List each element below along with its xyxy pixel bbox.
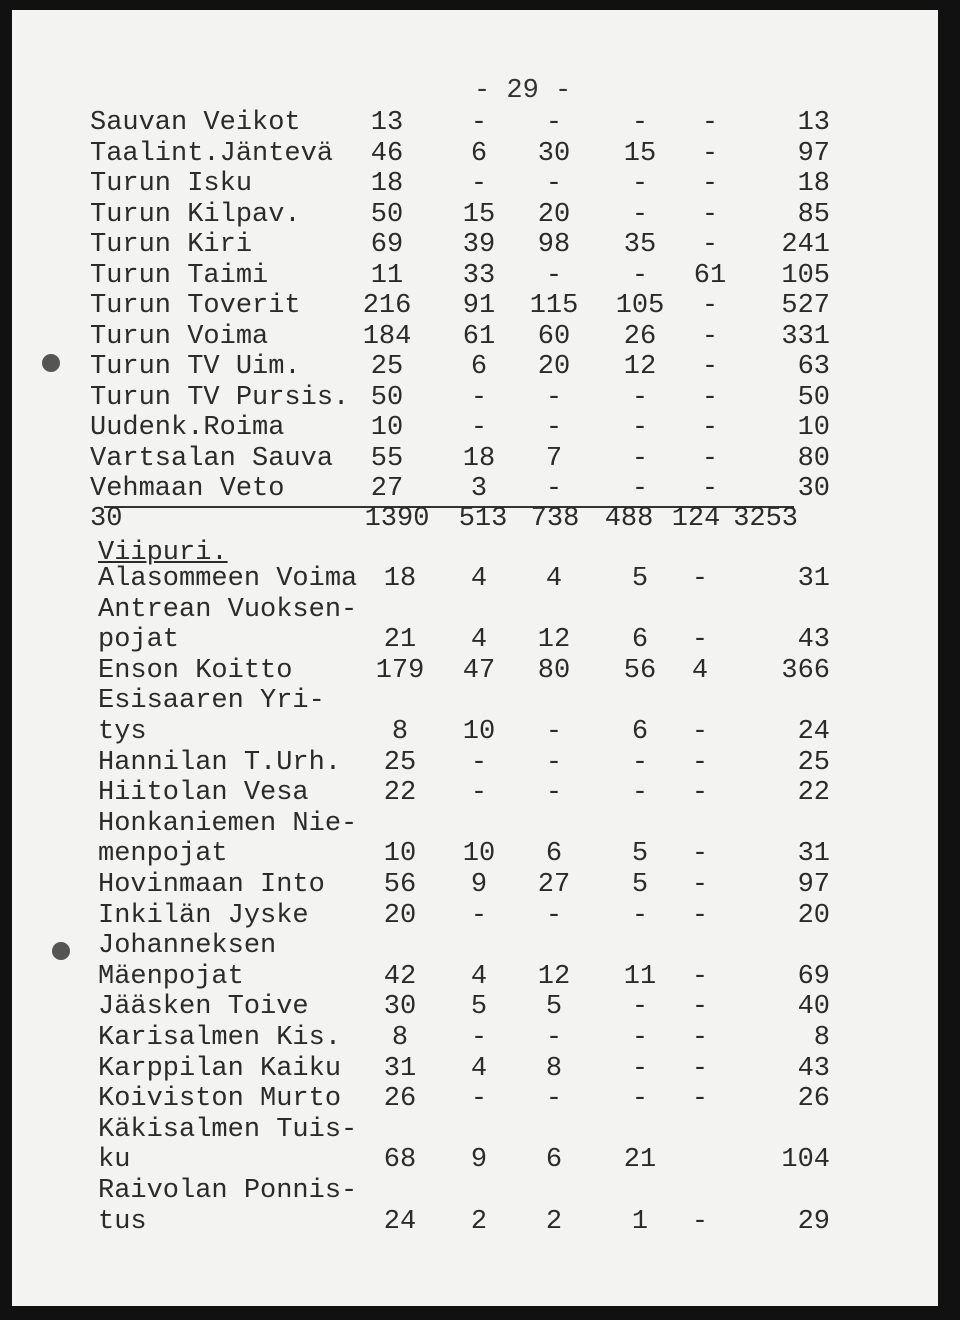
row-total: 31 <box>797 839 830 870</box>
club-name: Vehmaan Veto <box>90 474 285 504</box>
table-row <box>12 748 938 778</box>
col-e: - <box>691 564 709 594</box>
row-total: 24 <box>797 717 830 747</box>
col-e: - <box>701 321 719 352</box>
col-b: - <box>470 778 488 809</box>
club-name: pojat <box>98 625 180 656</box>
row-total: 85 <box>797 199 830 230</box>
col-d: - <box>631 382 649 413</box>
club-name: Taalint.Jäntevä <box>90 138 334 169</box>
row-total: 18 <box>797 169 830 199</box>
table-row <box>12 444 938 474</box>
row-total: 8 <box>813 1023 830 1053</box>
col-a: 55 <box>370 443 404 474</box>
col-c: 20 <box>537 352 571 382</box>
summary-e: 124 <box>671 504 721 534</box>
row-total: 69 <box>797 961 830 992</box>
club-name: Turun Kiri <box>90 230 253 260</box>
table-row <box>12 1054 938 1084</box>
col-c: 98 <box>537 230 571 260</box>
col-a: 8 <box>391 717 409 747</box>
col-b: 4 <box>470 625 488 656</box>
col-a: 30 <box>383 992 417 1023</box>
row-total: 104 <box>781 1145 830 1176</box>
table-row <box>12 261 938 291</box>
col-d: 5 <box>631 870 649 900</box>
table-row <box>12 839 938 869</box>
club-name: Uudenk.Roima <box>90 413 285 443</box>
table-row <box>12 686 938 716</box>
row-total: 31 <box>797 564 830 594</box>
col-e: 4 <box>691 655 709 686</box>
col-d: 105 <box>615 291 665 321</box>
club-name: Alasommeen Voima <box>98 564 358 594</box>
table-row <box>12 992 938 1022</box>
col-c: - <box>545 778 563 809</box>
col-e: - <box>691 747 709 778</box>
row-total: 43 <box>797 1053 830 1084</box>
col-a: 50 <box>370 382 404 413</box>
club-name: Johanneksen <box>98 931 277 962</box>
col-d: - <box>631 900 649 931</box>
col-b: 4 <box>470 1053 488 1084</box>
club-name: Enson Koitto <box>98 655 293 686</box>
col-c: 8 <box>545 1053 563 1084</box>
club-name: Karisalmen Kis. <box>98 1023 342 1053</box>
col-a: 18 <box>383 564 417 594</box>
summary-total: 3253 <box>733 504 798 534</box>
row-total: 105 <box>781 260 830 291</box>
col-b: - <box>470 413 488 443</box>
col-b: 91 <box>462 291 496 321</box>
col-e: - <box>701 413 719 443</box>
col-d: - <box>631 474 649 504</box>
table-row <box>12 1023 938 1053</box>
col-e: 61 <box>693 260 727 291</box>
club-name: Turun Isku <box>90 169 253 199</box>
col-c: 60 <box>537 321 571 352</box>
col-a: 26 <box>383 1084 417 1115</box>
col-e: - <box>701 474 719 504</box>
club-name: Hiitolan Vesa <box>98 778 309 809</box>
club-name: menpojat <box>98 839 228 870</box>
col-d: - <box>631 169 649 199</box>
col-d: - <box>631 108 649 138</box>
col-b: 6 <box>470 138 488 169</box>
col-a: 10 <box>383 839 417 870</box>
club-name: Turun TV Uim. <box>90 352 301 382</box>
col-a: 21 <box>383 625 417 656</box>
col-d: - <box>631 747 649 778</box>
col-e: - <box>701 382 719 413</box>
table-row <box>12 169 938 199</box>
table-row <box>12 200 938 230</box>
row-total: 10 <box>797 413 830 443</box>
col-a: 69 <box>370 230 404 260</box>
summary-c: 738 <box>530 504 580 534</box>
col-e: - <box>691 1084 709 1115</box>
col-a: 18 <box>370 169 404 199</box>
club-name: Hannilan T.Urh. <box>98 747 342 778</box>
col-e: - <box>691 839 709 870</box>
col-b: 47 <box>462 655 496 686</box>
summary-d: 488 <box>604 504 654 534</box>
col-b: 10 <box>462 717 496 747</box>
col-e: - <box>701 291 719 321</box>
col-a: 68 <box>383 1145 417 1176</box>
col-a: 22 <box>383 778 417 809</box>
col-e: - <box>701 352 719 382</box>
col-e: - <box>691 1023 709 1053</box>
col-d: - <box>631 260 649 291</box>
col-e: - <box>691 900 709 931</box>
club-name: Esisaaren Yri- <box>98 686 325 717</box>
club-name: Turun Kilpav. <box>90 199 301 230</box>
row-total: 97 <box>797 870 830 900</box>
club-name: Turun Toverit <box>90 291 301 321</box>
club-name: Mäenpojat <box>98 961 244 992</box>
table-row <box>12 1145 938 1175</box>
col-a: 56 <box>383 870 417 900</box>
col-d: 21 <box>623 1145 657 1176</box>
col-b: 5 <box>470 992 488 1023</box>
document-page <box>12 10 938 1306</box>
table-row <box>12 564 938 594</box>
club-name: Hovinmaan Into <box>98 870 325 900</box>
col-d: - <box>631 992 649 1023</box>
col-b: - <box>470 382 488 413</box>
col-c: 6 <box>545 839 563 870</box>
col-c: 12 <box>537 961 571 992</box>
col-a: 13 <box>370 108 404 138</box>
col-a: 42 <box>383 961 417 992</box>
col-d: 6 <box>631 717 649 747</box>
col-c: - <box>545 717 563 747</box>
row-total: 241 <box>781 230 830 260</box>
col-d: 5 <box>631 564 649 594</box>
col-c: 2 <box>545 1206 563 1237</box>
col-d: 26 <box>623 321 657 352</box>
col-b: - <box>470 900 488 931</box>
row-total: 22 <box>797 778 830 809</box>
col-a: 20 <box>383 900 417 931</box>
col-a: 179 <box>375 655 425 686</box>
table-row <box>12 778 938 808</box>
col-b: - <box>470 1023 488 1053</box>
table-row <box>12 474 938 504</box>
club-name: tus <box>98 1206 147 1237</box>
table-row <box>12 322 938 352</box>
col-d: 35 <box>623 230 657 260</box>
col-b: 18 <box>462 443 496 474</box>
col-e: - <box>701 108 719 138</box>
col-e: - <box>691 1053 709 1084</box>
table-row <box>12 230 938 260</box>
col-d: - <box>631 1053 649 1084</box>
summary-row <box>12 504 938 534</box>
col-a: 24 <box>383 1206 417 1237</box>
col-d: 1 <box>631 1206 649 1237</box>
col-b: - <box>470 169 488 199</box>
row-total: 25 <box>797 747 830 778</box>
col-d: 5 <box>631 839 649 870</box>
col-c: - <box>545 169 563 199</box>
row-total: 50 <box>797 382 830 413</box>
col-c: - <box>545 413 563 443</box>
col-c: - <box>545 900 563 931</box>
table-row <box>12 595 938 625</box>
col-b: 9 <box>470 870 488 900</box>
table-row <box>12 931 938 961</box>
col-b: 9 <box>470 1145 488 1176</box>
row-total: 366 <box>781 655 830 686</box>
col-b: 3 <box>470 474 488 504</box>
col-c: 5 <box>545 992 563 1023</box>
table-row <box>12 139 938 169</box>
col-e: - <box>691 992 709 1023</box>
col-b: 4 <box>470 961 488 992</box>
col-d: 15 <box>623 138 657 169</box>
col-b: 2 <box>470 1206 488 1237</box>
row-total: 30 <box>797 474 830 504</box>
col-e: - <box>701 169 719 199</box>
row-total: 13 <box>797 108 830 138</box>
col-c: - <box>545 1023 563 1053</box>
col-e: - <box>691 778 709 809</box>
section-heading-text: Viipuri. <box>98 538 228 568</box>
col-d: 11 <box>623 961 657 992</box>
col-a: 8 <box>391 1023 409 1053</box>
col-c: - <box>545 747 563 778</box>
col-d: - <box>631 413 649 443</box>
col-c: - <box>545 108 563 138</box>
club-name: Raivolan Ponnis- <box>98 1176 358 1206</box>
col-c: 12 <box>537 625 571 656</box>
row-total: 80 <box>797 443 830 474</box>
table-row <box>12 291 938 321</box>
row-total: 97 <box>797 138 830 169</box>
club-name: Vartsalan Sauva <box>90 443 334 474</box>
col-d: 56 <box>623 655 657 686</box>
col-b: - <box>470 1084 488 1115</box>
row-total: 43 <box>797 625 830 656</box>
club-name: Honkaniemen Nie- <box>98 808 358 839</box>
club-name: Karppilan Kaiku <box>98 1053 342 1084</box>
table-row <box>12 1084 938 1114</box>
row-total: 63 <box>797 352 830 382</box>
col-e: - <box>691 961 709 992</box>
club-name: Koiviston Murto <box>98 1084 342 1115</box>
table-row <box>12 108 938 138</box>
col-c: 27 <box>537 870 571 900</box>
table-row <box>12 870 938 900</box>
col-a: 25 <box>370 352 404 382</box>
col-c: 7 <box>545 443 563 474</box>
col-c: - <box>545 474 563 504</box>
col-d: - <box>631 443 649 474</box>
club-name: Turun Voima <box>90 321 269 352</box>
col-a: 184 <box>362 321 412 352</box>
table-row <box>12 962 938 992</box>
col-e: - <box>691 717 709 747</box>
club-name: Sauvan Veikot <box>90 108 301 138</box>
page-number: - 29 - <box>474 76 572 106</box>
table-row <box>12 1207 938 1237</box>
col-e: - <box>691 625 709 656</box>
col-b: 39 <box>462 230 496 260</box>
col-c: - <box>545 1084 563 1115</box>
col-d: - <box>631 1023 649 1053</box>
col-d: 12 <box>623 352 657 382</box>
summary-b: 513 <box>458 504 508 534</box>
col-d: - <box>631 1084 649 1115</box>
summary-a: 1390 <box>364 504 430 534</box>
row-total: 527 <box>781 291 830 321</box>
club-name: Antrean Vuoksen- <box>98 594 358 625</box>
col-d: 6 <box>631 625 649 656</box>
club-name: Turun Taimi <box>90 260 269 291</box>
col-a: 31 <box>383 1053 417 1084</box>
col-e: - <box>701 443 719 474</box>
col-e: - <box>691 870 709 900</box>
table-row <box>12 625 938 655</box>
col-c: 6 <box>545 1145 563 1176</box>
col-a: 11 <box>370 260 404 291</box>
col-a: 27 <box>370 474 404 504</box>
col-b: 6 <box>470 352 488 382</box>
col-b: - <box>470 747 488 778</box>
club-name: Inkilän Jyske <box>98 900 309 931</box>
col-e: - <box>701 230 719 260</box>
row-total: 26 <box>797 1084 830 1115</box>
table-row <box>12 1115 938 1145</box>
row-total: 20 <box>797 900 830 931</box>
col-c: - <box>545 382 563 413</box>
col-e: - <box>691 1206 709 1237</box>
col-b: 10 <box>462 839 496 870</box>
table-row <box>12 352 938 382</box>
col-a: 216 <box>362 291 412 321</box>
col-a: 46 <box>370 138 404 169</box>
col-e: - <box>701 138 719 169</box>
table-row <box>12 901 938 931</box>
col-c: 20 <box>537 199 571 230</box>
club-name: Turun TV Pursis. <box>90 382 350 413</box>
col-c: 80 <box>537 655 571 686</box>
col-b: 15 <box>462 199 496 230</box>
club-name: Jääsken Toive <box>98 992 309 1023</box>
club-name: ku <box>98 1145 131 1176</box>
col-c: 30 <box>537 138 571 169</box>
col-b: - <box>470 108 488 138</box>
col-d: - <box>631 199 649 230</box>
col-a: 50 <box>370 199 404 230</box>
col-c: - <box>545 260 563 291</box>
club-name: Käkisalmen Tuis- <box>98 1114 358 1145</box>
table-row <box>12 1176 938 1206</box>
col-c: 4 <box>545 564 563 594</box>
col-b: 33 <box>462 260 496 291</box>
club-name: tys <box>98 717 147 747</box>
table-row <box>12 413 938 443</box>
row-total: 331 <box>781 321 830 352</box>
col-b: 4 <box>470 564 488 594</box>
col-a: 10 <box>370 413 404 443</box>
col-d: - <box>631 778 649 809</box>
row-total: 29 <box>797 1206 830 1237</box>
table-row <box>12 656 938 686</box>
col-b: 61 <box>462 321 496 352</box>
row-total: 40 <box>797 992 830 1023</box>
summary-label: 30 <box>90 504 123 534</box>
col-e: - <box>701 199 719 230</box>
col-a: 25 <box>383 747 417 778</box>
table-row <box>12 717 938 747</box>
table-row <box>12 809 938 839</box>
col-c: 115 <box>529 291 579 321</box>
table-row <box>12 383 938 413</box>
